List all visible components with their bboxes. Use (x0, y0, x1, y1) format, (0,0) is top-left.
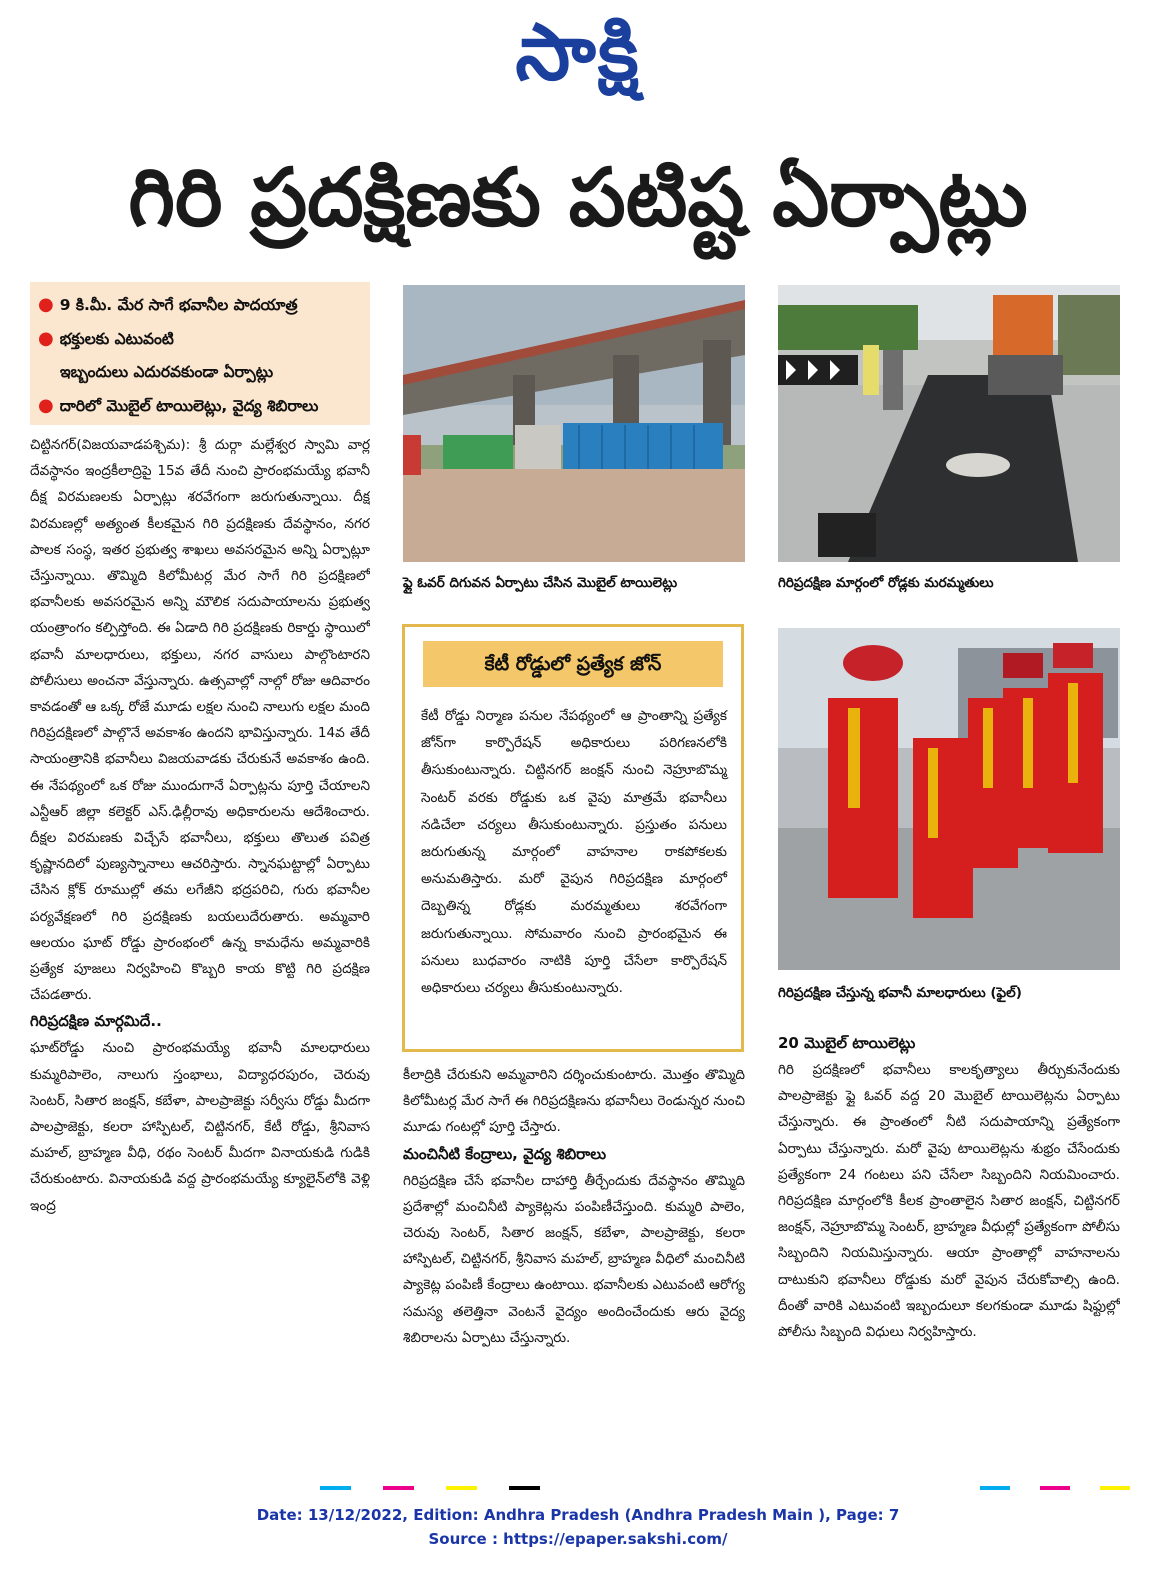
highlight-item-continued: ఇబ్బందులు ఎదురవకుండా ఏర్పాట్లు (60, 363, 274, 381)
box-body: కేటీ రోడ్డు నిర్మాణ పనుల నేపథ్యంలో ఆ ప్రాంతాన్ని ప్రత్యేక జోన్‌గా కార్పొరేషన్ అధికారులు పరిగణనలోకి తీసుకుంటున్నారు. చిట్టినగర్ జంక్షన్ నుంచి నెహ్రూబొమ్మ సెంటర్ వరకు రోడ్డుకు ఒక వైపు మాత్రమే భవానీలు నడిచేలా చర్యలు తీసుకుంటున్నారు. ప్రస్తుతం పనులు జరుగుతున్న మార్గంలో వాహనాల రాకపోకలకు అనుమతిస్తారు. మరో వైపున గిరిప్రదక్షిణ మార్గంలో దెబ్బతిన్న రోడ్లకు మరమ్మతులు శరవేగంగా జరుగుతున్నాయి. సోమవారం నుంచి ప్రారంభమైన ఈ పనులు బుధవారం నాటికి పూర్తి చేసేలా కార్పొరేషన్ అధికారులు చర్యలు తీసుకుంటున్నారు. (421, 708, 727, 997)
bullet-icon: ● (38, 328, 54, 349)
photo-devotees (778, 628, 1120, 970)
color-registration-marks (980, 1486, 1130, 1490)
photo-caption: గిరిప్రదక్షిణ మార్గంలో రోడ్లకు మరమ్మతులు (778, 575, 994, 591)
page-headline: గిరి ప్రదక్షిణకు పటిష్ట ఏర్పాట్లు (128, 151, 1028, 244)
newspaper-logo: సాక్షి (515, 8, 641, 98)
article-paragraph: కీలాద్రికి చేరుకుని అమ్మవారిని దర్శించుకుంటారు. మొత్తం తొమ్మిది కిలోమీటర్ల మేర సాగే ఈ గిరిప్రదక్షిణను భవానీలు రెండున్నర నుంచి మూడు గంటల్లో పూర్తి చేస్తారు. (403, 1067, 745, 1136)
highlight-item: ● దారిలో మొబైల్ టాయిలెట్లు, వైద్య శిబిరాలు (38, 395, 319, 416)
article-column-3 (778, 1030, 1120, 1490)
section-subhead: గిరిప్రదక్షిణ మార్గమిదే.. (30, 1012, 162, 1031)
edition-info: Date: 13/12/2022, Edition: Andhra Pradesh (Andhra Pradesh Main ), Page: 7 (256, 1506, 900, 1524)
highlight-item: ● భక్తులకు ఎటువంటి (38, 328, 174, 349)
photo-road-repair (778, 285, 1120, 562)
box-title: కేటీ రోడ్డులో ప్రత్యేక జోన్ (423, 641, 723, 687)
article-paragraph: చిట్టినగర్(విజయవాడపశ్చిమ): శ్రీ దుర్గా మల్లేశ్వర స్వామి వార్ల దేవస్థానం ఇంద్రకీలాద్రిపై 15వ తేదీ నుంచి ప్రారంభమయ్యే భవానీ దీక్ష విరమణలకు ఏర్పాట్లు శరవేగంగా జరుగుతున్నాయి. దీక్ష విరమణల్లో అత్యంత కీలకమైన గిరి ప్రదక్షిణకు దేవస్థానం, నగర పాలక సంస్థ, ఇతర ప్రభుత్వ శాఖలు అవసరమైన అన్ని ఏర్పాట్లూ చేస్తున్నాయి. తొమ్మిది కిలోమీటర్ల మేర సాగే గిరి ప్రదక్షిణలో భవానీలకు అవసరమైన అన్ని మౌలిక సదుపాయాలను ప్రభుత్వ యంత్రాంగం కల్పిస్తోంది. ఈ ఏడాది గిరి ప్రదక్షిణకు రికార్డు స్థాయిలో భవానీ మాలధారులు, భక్తులు, నగర వాసులు పాల్గొంటారని పోలీసులు అంచనా వేస్తున్నారు. ఉత్సవాల్లో నాల్గో రోజు ఆదివారం కావడంతో ఆ ఒక్క రోజే మూడు లక్షల నుంచి నాలుగు లక్షల మంది గిరిప్రదక్షిణలో పాల్గొనే అవకాశం ఉందని భావిస్తున్నారు. 14వ తేదీ సాయంత్రానికి భవానీలు విజయవాడకు చేరుకునే అవకాశం ఉంది. ఈ నేపథ్యంలో ఒక రోజు ముందుగానే ఏర్పాట్లను పూర్తి చేయాలని ఎన్టీఆర్ జిల్లా కలెక్టర్ ఎస్.ఢిల్లీరావు అధికారులను ఆదేశించారు. దీక్షల విరమణకు విచ్చేసే భవానీలు, భక్తులు తొలుత పవిత్ర కృష్ణానదిలో పుణ్యస్నానాలు ఆచరిస్తారు. స్నానఘట్టాల్లో ఏర్పాటు చేసిన క్లోక్ రూముల్లో తమ లగేజీని భద్రపరిచి, గురు భవానీల పర్యవేక్షణలో గిరి ప్రదక్షిణకు బయలుదేరుతారు. అమ్మవారి ఆలయం ఘాట్ రోడ్డు ప్రారంభంలో ఉన్న కామధేను అమ్మవారికి ప్రత్యేక పూజలు నిర్వహించి కొబ్బరి కాయ కొట్టి గిరి ప్రదక్షిణ చేపడతారు. (30, 437, 370, 1004)
article-column-2 (403, 1062, 745, 1492)
article-paragraph: గిరిప్రదక్షిణ చేసే భవానీల దాహార్తి తీర్చేందుకు దేవస్థానం తొమ్మిది ప్రదేశాల్లో మంచినీటి ప్యాకెట్లను పంపిణీచేస్తుంది. కుమ్మరి పాలెం, చెరువు సెంటర్, సితార జంక్షన్, కబేళా, పాలప్రాజెక్టు, కలరా హాస్పిటల్, చిట్టినగర్, శ్రీనివాస మహల్, బ్రాహ్మణ వీధిలో మంచినీటి ప్యాకెట్ల పంపిణీ కేంద్రాలు ఉంటాయి. భవానీలకు ఎటువంటి ఆరోగ్య సమస్య తలెత్తినా వెంటనే వైద్యం అందించేందుకు ఆరు వైద్య శిబిరాలను ఏర్పాటు చేస్తున్నారు. (403, 1172, 745, 1346)
photo-caption: ఫ్లై ఓవర్ దిగువన ఏర్పాటు చేసిన మొబైల్ టాయిలెట్లు (403, 575, 678, 591)
bullet-icon: ● (38, 294, 54, 315)
source-link[interactable]: Source : https://epaper.sakshi.com/ (428, 1530, 728, 1548)
bullet-icon: ● (38, 395, 54, 416)
article-paragraph: ఘాట్‌రోడ్డు నుంచి ప్రారంభమయ్యే భవానీ మాలధారులు కుమ్మరిపాలెం, నాలుగు స్తంభాలు, విద్యాధరపురం, చెరువు సెంటర్, సితార జంక్షన్, కబేళా, పాలప్రాజెక్టు సర్వీసు రోడ్డు మీదగా పాలప్రాజెక్టు, కలరా హాస్పిటల్, చిట్టినగర్, కేటీ రోడ్డు, శ్రీనివాస మహల్, బ్రాహ్మణ వీధి, రథం సెంటర్ మీదగా వినాయకుడి గుడికి చేరుకుంటారు. వినాయకుడి వద్ద ప్రారంభమయ్యే క్యూలైన్‌లోకి వెళ్లి ఇంద్ర (30, 1040, 370, 1214)
highlight-item: ● 9 కి.మీ. మేర సాగే భవానీల పాదయాత్ర (38, 294, 298, 315)
article-paragraph: గిరి ప్రదక్షిణలో భవానీలు కాలకృత్యాలు తీర్చుకునేందుకు పాలప్రాజెక్టు ఫ్లై ఓవర్ వద్ద 20 మొబైల్ టాయిలెట్లను ఏర్పాటు చేస్తున్నారు. ఈ ప్రాంతంలో నీటి సదుపాయాన్ని ప్రత్యేకంగా ఏర్పాటు చేస్తున్నారు. మరో వైపు టాయిలెట్లను శుభ్రం చేసేందుకు ప్రత్యేకంగా 24 గంటలు పని చేసేలా సిబ్బందిని నియమించారు. గిరిప్రదక్షిణ మార్గంలోకి కీలక ప్రాంతాలైన సితార జంక్షన్, చిట్టినగర్ జంక్షన్, నెహ్రూబొమ్మ సెంటర్, బ్రాహ్మణ వీధుల్లో ప్రత్యేకంగా పోలీసు సిబ్బందిని నియమిస్తున్నారు. ఆయా ప్రాంతాల్లో వాహనాలను దాటుకుని భవానీలు రోడ్డుకు మరో వైపున చేరుకోవాల్సి ఉంది. దీంతో వారికి ఎటువంటి ఇబ్బందులూ కలగకుండా మూడు షిఫ్టుల్లో పోలీసు సిబ్బంది విధులు నిర్వహిస్తారు. (778, 1062, 1120, 1341)
section-subhead: 20 మొబైల్ టాయిలెట్లు (778, 1034, 916, 1052)
sidebar-box-special-zone (402, 624, 744, 1052)
color-registration-marks (320, 1486, 540, 1490)
section-subhead: మంచినీటి కేంద్రాలు, వైద్య శిబిరాలు (403, 1144, 607, 1163)
photo-flyover-toilets (403, 285, 745, 562)
photo-caption: గిరిప్రదక్షిణ చేస్తున్న భవానీ మాలధారులు (ఫైల్) (778, 985, 1022, 1001)
highlights-box (30, 282, 370, 425)
article-column-1 (30, 432, 370, 1492)
